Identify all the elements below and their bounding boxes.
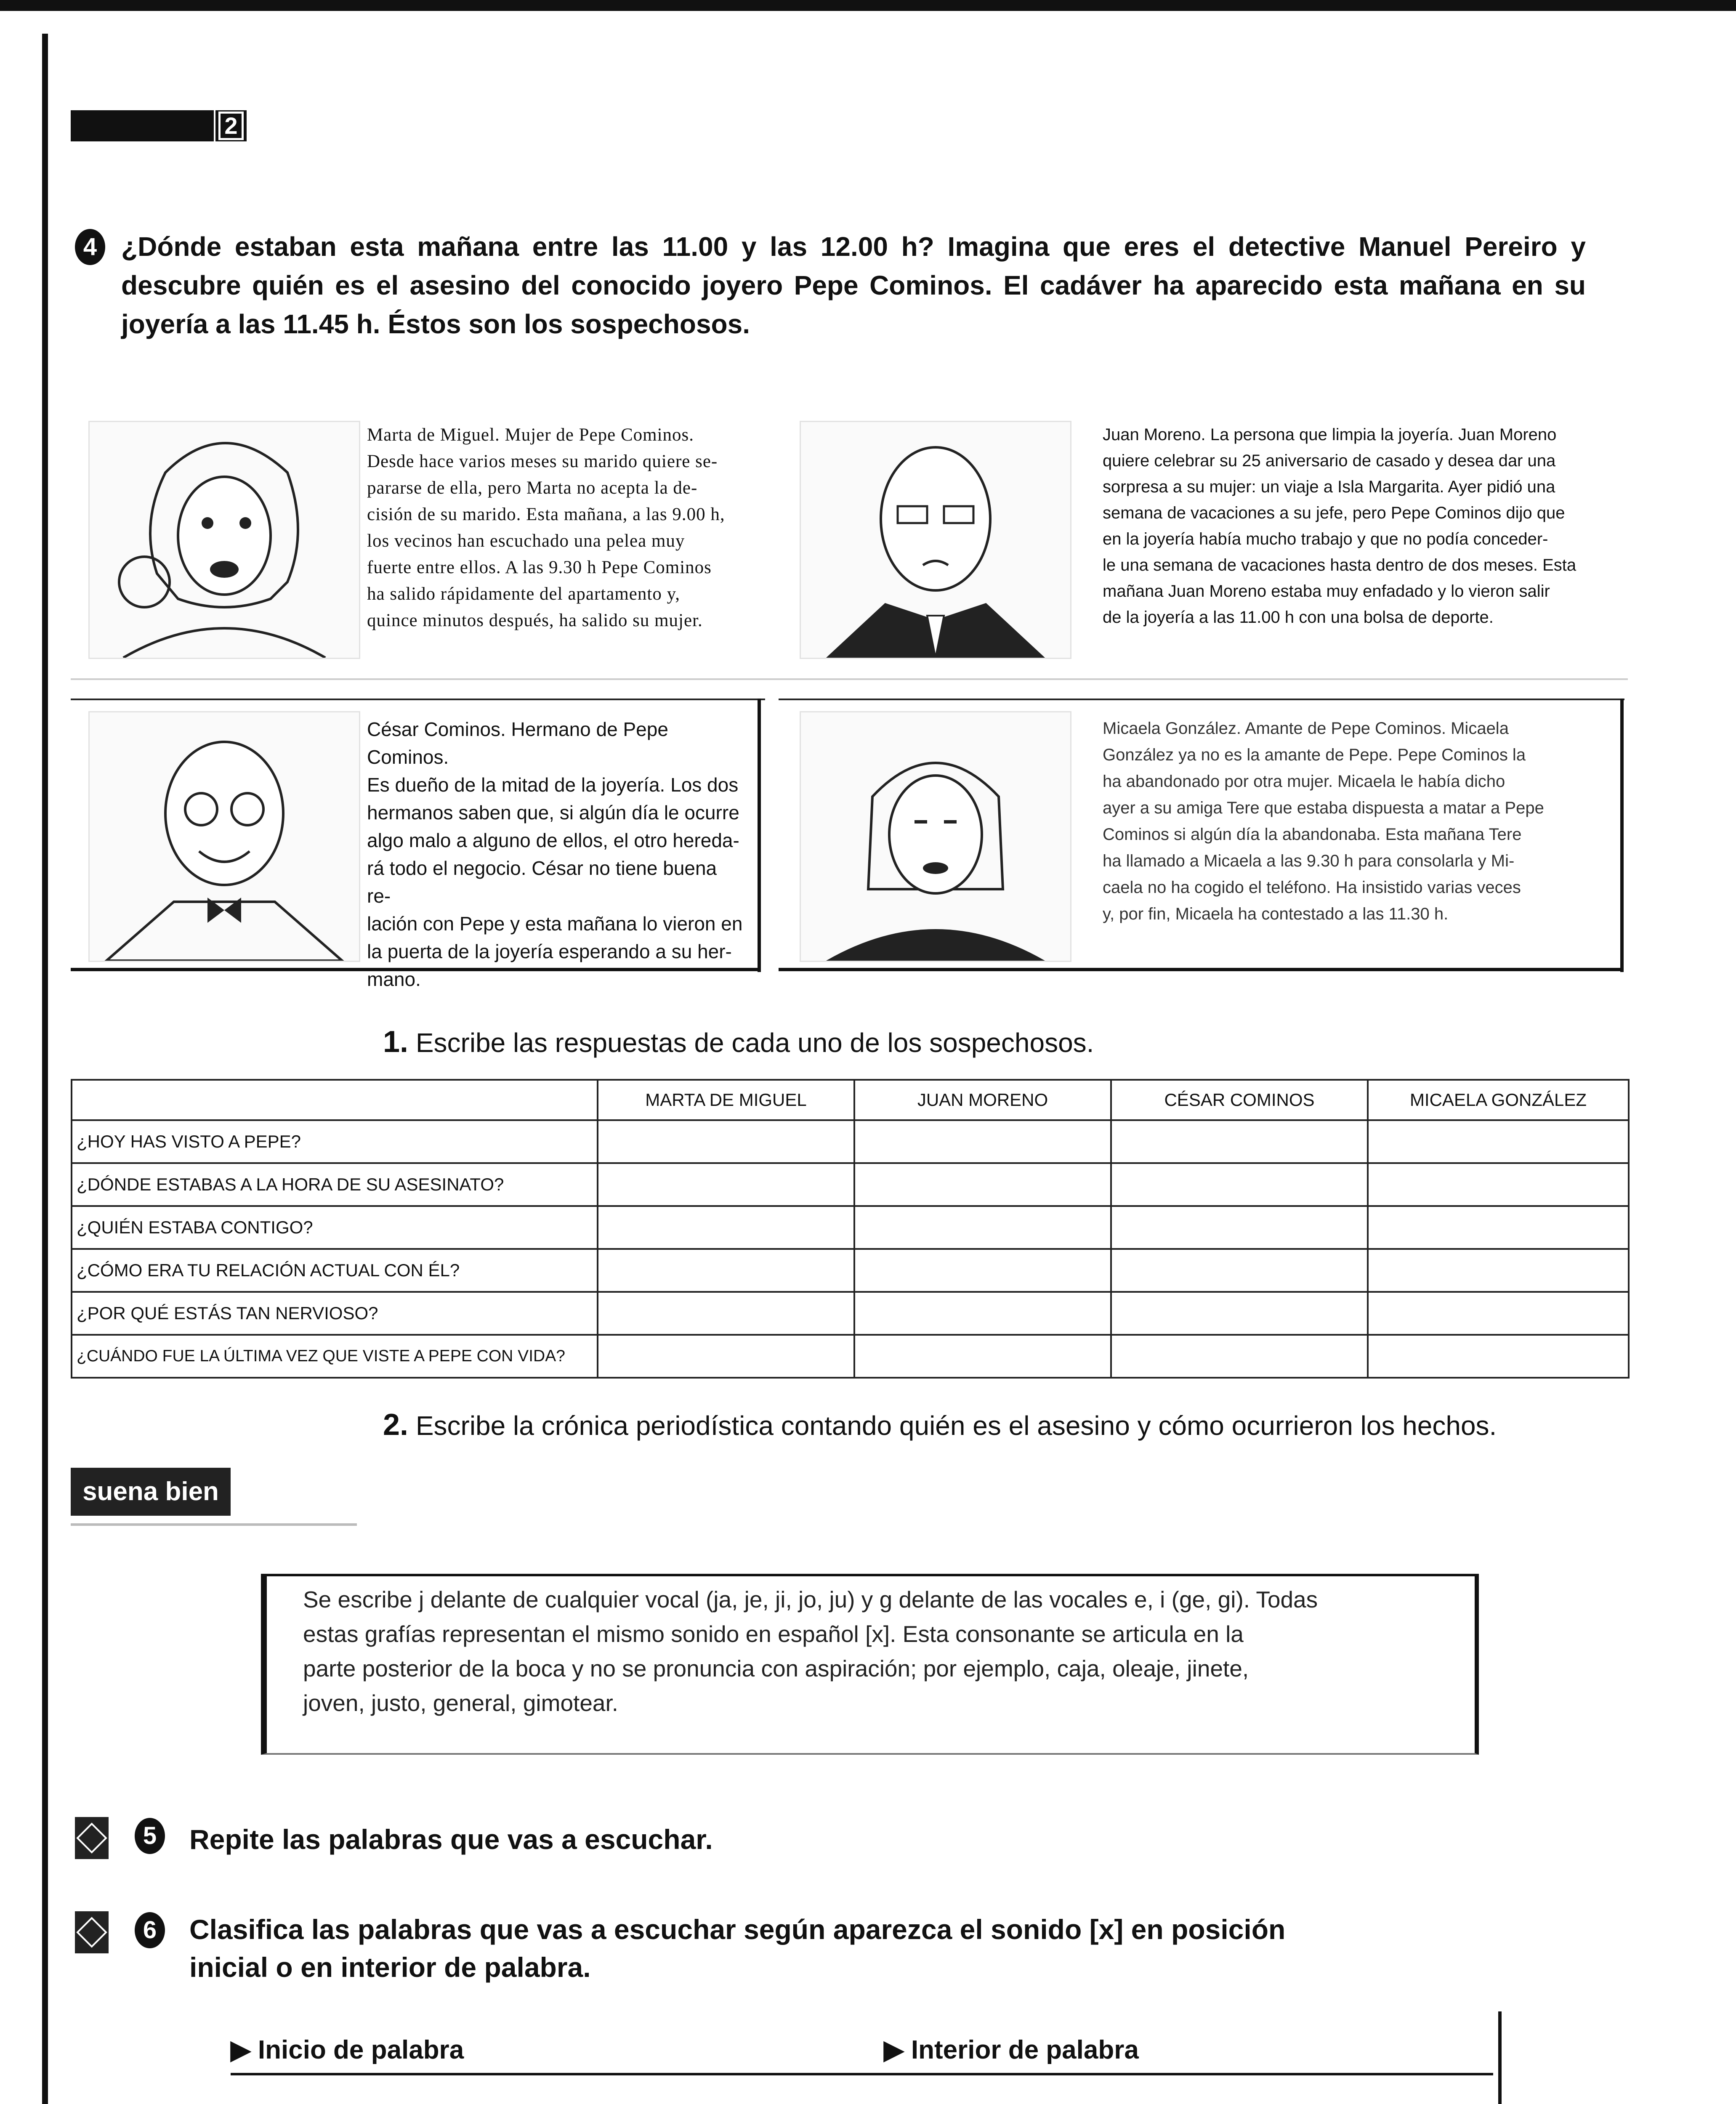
table-header: MICAELA GONZÁLEZ bbox=[1368, 1080, 1629, 1120]
table-header: MARTA DE MIGUEL bbox=[598, 1080, 854, 1120]
answer-cell[interactable] bbox=[1111, 1292, 1368, 1335]
table-row bbox=[72, 1206, 1629, 1249]
column-interior: ▶ Interior de palabra bbox=[884, 2035, 1139, 2064]
task-1-heading: 1. Escribe las respuestas de cada uno de los sospechosos. bbox=[383, 1025, 1094, 1059]
suspect-juan-text: Juan Moreno. La persona que limpia la joyería. Juan Moreno quiere celebrar su 25 aniversario de casado y desea dar una sorpresa a su mujer: un viaje a Isla Margarita. Ayer pidió una semana de vacaciones a su jefe, pero Pepe Cominos dijo que en la joyería había mucho trabajo y que no podía conceder- le una semana de vacaciones hasta dentro de dos meses. Esta mañana Juan Moreno estaba muy enfadado y lo vieron salir de la joyería a las 11.00 h con una bolsa de deporte. bbox=[1103, 425, 1576, 627]
exercise-6-instruction: Clasifica las palabras que vas a escuchar según aparezca el sonido [x] en posición inicial o en interior de palabra. bbox=[189, 1914, 1286, 1983]
woman-portrait-icon bbox=[90, 422, 359, 658]
portrait-marta bbox=[88, 421, 360, 659]
top-border bbox=[0, 0, 1736, 11]
suspect-micaela-text: Micaela González. Amante de Pepe Cominos. Micaela González ya no es la amante de Pepe. Pepe Cominos la ha abandonado por otra mujer. Micaela le había dicho ayer a su amiga Tere que estaba dispuesta a matar a Pepe Cominos si algún día la abandonaba. Esta mañana Tere ha llamado a Micaela a las 9.30 h para consolarla y Mi- caela no ha cogido el teléfono. Ha insistido varias veces y, por fin, Micaela ha contestado a las 11.30 h. bbox=[1103, 719, 1544, 923]
box-rule bbox=[1620, 699, 1624, 972]
table-row bbox=[72, 1249, 1629, 1292]
answer-cell[interactable] bbox=[1368, 1163, 1629, 1206]
table-row bbox=[72, 1163, 1629, 1206]
answer-cell[interactable] bbox=[1111, 1335, 1368, 1378]
question-cell: ¿CÓMO ERA TU RELACIÓN ACTUAL CON ÉL? bbox=[72, 1249, 598, 1292]
answer-cell[interactable] bbox=[1111, 1249, 1368, 1292]
audio-icon bbox=[75, 1817, 109, 1859]
responses-table bbox=[71, 1079, 1630, 1379]
portrait-micaela bbox=[800, 711, 1071, 962]
box-rule bbox=[758, 699, 761, 972]
unit-tab bbox=[71, 110, 214, 141]
question-cell: ¿QUIÉN ESTABA CONTIGO? bbox=[72, 1206, 598, 1249]
answer-cell[interactable] bbox=[1111, 1206, 1368, 1249]
answer-cell[interactable] bbox=[598, 1120, 854, 1163]
answer-cell[interactable] bbox=[1368, 1206, 1629, 1249]
exercise-5-badge: 5 bbox=[135, 1818, 165, 1854]
exercise-6-badge: 6 bbox=[135, 1912, 165, 1948]
exercise-5-instruction: Repite las palabras que vas a escuchar. bbox=[189, 1824, 713, 1855]
answer-cell[interactable] bbox=[854, 1292, 1111, 1335]
table-row bbox=[72, 1120, 1629, 1163]
answer-cell[interactable] bbox=[598, 1335, 854, 1378]
answer-cell[interactable] bbox=[598, 1249, 854, 1292]
arrow-right-icon: ▶ bbox=[231, 2035, 251, 2064]
woman-short-hair-portrait-icon bbox=[801, 712, 1070, 961]
answer-cell[interactable] bbox=[854, 1249, 1111, 1292]
answer-cell[interactable] bbox=[854, 1120, 1111, 1163]
answer-cell[interactable] bbox=[854, 1335, 1111, 1378]
question-cell: ¿DÓNDE ESTABAS A LA HORA DE SU ASESINATO? bbox=[72, 1163, 598, 1206]
man-glasses-portrait-icon bbox=[90, 712, 359, 961]
table-header: JUAN MORENO bbox=[854, 1080, 1111, 1120]
answer-cell[interactable] bbox=[1111, 1163, 1368, 1206]
answer-cell[interactable] bbox=[1368, 1249, 1629, 1292]
answer-cell[interactable] bbox=[1368, 1335, 1629, 1378]
box-rule bbox=[779, 968, 1624, 971]
portrait-cesar bbox=[88, 711, 360, 962]
column-inicio: ▶ Inicio de palabra bbox=[231, 2035, 464, 2064]
left-border bbox=[42, 34, 48, 2104]
table-row bbox=[72, 1335, 1629, 1378]
question-cell: ¿CUÁNDO FUE LA ÚLTIMA VEZ QUE VISTE A PEPE CON VIDA? bbox=[72, 1335, 598, 1378]
suena-bien-label: suena bien bbox=[71, 1468, 231, 1516]
unit-number: 2 bbox=[215, 110, 247, 141]
divider bbox=[71, 678, 1628, 680]
suspect-cesar-text: César Cominos. Hermano de Pepe Cominos. Es dueño de la mitad de la joyería. Los dos hermanos saben que, si algún día le ocurre algo malo a alguno de ellos, el otro hereda- rá todo el negocio. César no tiene buena re- lación con Pepe y esta mañana lo vieron en la puerta de la joyería esperando a su her- mano. bbox=[367, 718, 743, 990]
portrait-juan bbox=[800, 421, 1071, 659]
answer-cell[interactable] bbox=[1368, 1292, 1629, 1335]
question-cell: ¿POR QUÉ ESTÁS TAN NERVIOSO? bbox=[72, 1292, 598, 1335]
answer-cell[interactable] bbox=[1368, 1120, 1629, 1163]
answer-cell[interactable] bbox=[598, 1292, 854, 1335]
exercise-4-instruction: ¿Dónde estaban esta mañana entre las 11.00 y las 12.00 h? Imagina que eres el detective Manuel Pereiro y descubre quién es el asesino del conocido joyero Pepe Cominos. El cadáver ha aparecido esta mañana en su joyería a las 11.45 h. Éstos son los sospechosos. bbox=[121, 231, 1586, 339]
exercise-4-badge: 4 bbox=[75, 229, 105, 265]
answer-cell[interactable] bbox=[598, 1206, 854, 1249]
audio-icon bbox=[75, 1911, 109, 1953]
task-2-heading: 2. Escribe la crónica periodística contando quién es el asesino y cómo ocurrieron los hechos. bbox=[383, 1408, 1497, 1442]
answer-cell[interactable] bbox=[854, 1163, 1111, 1206]
answer-cell[interactable] bbox=[598, 1163, 854, 1206]
divider bbox=[71, 1523, 357, 1526]
box-rule bbox=[1498, 2011, 1502, 2104]
table-row bbox=[72, 1292, 1629, 1335]
arrow-right-icon: ▶ bbox=[884, 2035, 904, 2064]
spelling-rule-text: Se escribe j delante de cualquier vocal (ja, je, ji, jo, ju) y g delante de las vocales e, i (ge, gi). Todas estas grafías representan el mismo sonido en español [x]. Esta consonante se articula en la parte posterior de la boca y no se pronuncia con aspiración; por ejemplo, caja, oleaje, jinete, joven, justo, general, gimotear. bbox=[303, 1586, 1318, 1716]
columns-rule bbox=[231, 2073, 1493, 2075]
table-header: CÉSAR COMINOS bbox=[1111, 1080, 1368, 1120]
answer-cell[interactable] bbox=[1111, 1120, 1368, 1163]
man-portrait-icon bbox=[801, 422, 1070, 658]
table-header bbox=[72, 1080, 598, 1120]
suspect-marta-text: Marta de Miguel. Mujer de Pepe Cominos. Desde hace varios meses su marido quiere se- pararse de ella, pero Marta no acepta la de- cisión de su marido. Esta mañana, a las 9.00 h, los vecinos han escuchado una pelea muy fuerte entre ellos. A las 9.30 h Pepe Cominos ha salido rápidamente del apartamento y, quince minutos después, ha salido su mujer. bbox=[367, 425, 725, 630]
question-cell: ¿HOY HAS VISTO A PEPE? bbox=[72, 1120, 598, 1163]
table-header-row bbox=[72, 1080, 1629, 1120]
answer-cell[interactable] bbox=[854, 1206, 1111, 1249]
